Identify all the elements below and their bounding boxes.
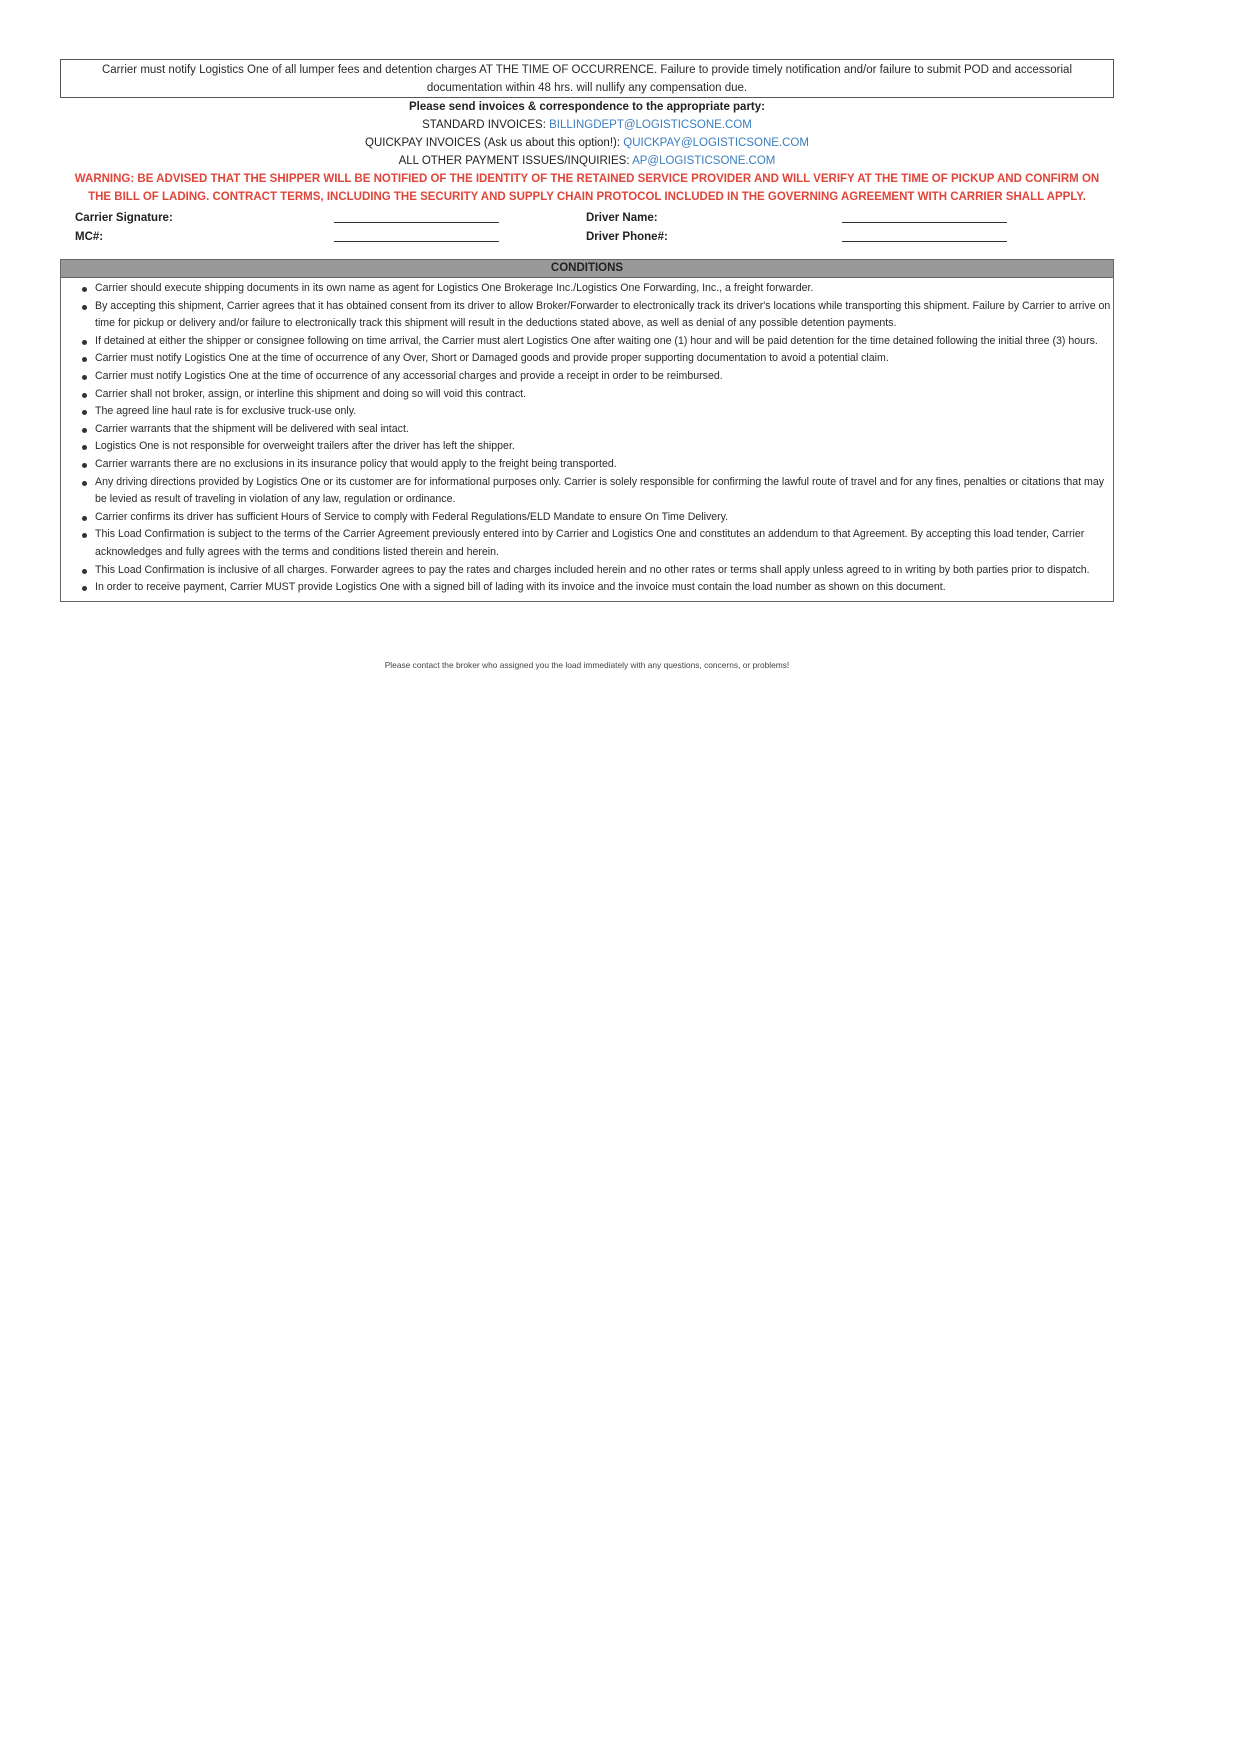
condition-item bbox=[61, 509, 1111, 527]
condition-text: Carrier confirms its driver has sufficient Hours of Service to comply with Federal Regulations/ELD Mandate to ensure On Time Delivery. bbox=[95, 510, 729, 523]
condition-item bbox=[61, 456, 1111, 474]
driver-phone-line[interactable] bbox=[842, 241, 1007, 242]
signature-row-2 bbox=[60, 228, 1114, 246]
bullet-icon bbox=[82, 516, 87, 521]
carrier-signature-label: Carrier Signature: bbox=[75, 212, 173, 224]
driver-name-line[interactable] bbox=[842, 222, 1007, 223]
driver-phone-label: Driver Phone#: bbox=[586, 231, 668, 243]
condition-text: Any driving directions provided by Logistics One or its customer are for informational purposes only. Carrier is solely responsible for confirming the lawful route of travel and for any fines, penalties or citations that may be levied as result of traveling in violation of any law, regulation or ordinance. bbox=[95, 475, 1105, 506]
load-confirmation-page bbox=[60, 59, 1114, 670]
standard-invoices-line bbox=[60, 116, 1114, 134]
condition-item bbox=[61, 350, 1111, 368]
bullet-icon bbox=[82, 340, 87, 345]
condition-text: If detained at either the shipper or consignee following on time arrival, the Carrier must alert Logistics One after waiting one (1) hour and will be paid detention for the time detained following the initial three (3) hours. bbox=[95, 334, 1098, 347]
bullet-icon bbox=[82, 428, 87, 433]
notice-text: Carrier must notify Logistics One of all lumper fees and detention charges AT THE TIME OF OCCURRENCE. Failure to provide timely notification and/or failure to submit POD and accessorial documentation within 48 hrs. will nullify any compensation due. bbox=[101, 64, 1073, 94]
condition-text: Carrier warrants that the shipment will be delivered with seal intact. bbox=[95, 422, 409, 435]
condition-item bbox=[61, 438, 1111, 456]
condition-item bbox=[61, 421, 1111, 439]
bullet-icon bbox=[82, 586, 87, 591]
carrier-signature-line[interactable] bbox=[334, 222, 499, 223]
notice-box bbox=[60, 59, 1114, 98]
driver-name-label: Driver Name: bbox=[586, 212, 658, 224]
condition-text: Carrier must notify Logistics One at the time of occurrence of any accessorial charges and provide a receipt in order to be reimbursed. bbox=[95, 369, 723, 382]
condition-item bbox=[61, 562, 1111, 580]
quickpay-invoices-line bbox=[60, 134, 1114, 152]
condition-item bbox=[61, 474, 1111, 509]
standard-invoices-label: STANDARD INVOICES: bbox=[422, 119, 550, 131]
bullet-icon bbox=[82, 569, 87, 574]
condition-text: Carrier must notify Logistics One at the time of occurrence of any Over, Short or Damaged goods and provide proper supporting documentation to avoid a potential claim. bbox=[95, 352, 889, 365]
condition-item bbox=[61, 298, 1111, 333]
condition-item bbox=[61, 579, 1111, 597]
conditions-box bbox=[60, 259, 1114, 602]
bullet-icon bbox=[82, 393, 87, 398]
conditions-list bbox=[61, 278, 1113, 601]
condition-item bbox=[61, 526, 1111, 561]
other-payment-issues-line bbox=[60, 152, 1114, 170]
condition-item bbox=[61, 386, 1111, 404]
bullet-icon bbox=[82, 481, 87, 486]
quickpay-invoices-label: QUICKPAY INVOICES (Ask us about this option!): bbox=[365, 137, 624, 149]
bullet-icon bbox=[82, 375, 87, 380]
condition-item bbox=[61, 333, 1111, 351]
footer-note: Please contact the broker who assigned you the load immediately with any questions, concerns, or problems! bbox=[384, 660, 790, 670]
bullet-icon bbox=[82, 357, 87, 362]
send-invoices-heading: Please send invoices & correspondence to the appropriate party: bbox=[409, 101, 765, 113]
bullet-icon bbox=[82, 533, 87, 538]
conditions-header: CONDITIONS bbox=[61, 260, 1113, 278]
bullet-icon bbox=[82, 305, 87, 310]
signature-block bbox=[60, 209, 1114, 249]
condition-text: Carrier shall not broker, assign, or interline this shipment and doing so will void this contract. bbox=[95, 387, 527, 400]
condition-text: In order to receive payment, Carrier MUST provide Logistics One with a signed bill of lading with its invoice and the invoice must contain the load number as shown on this document. bbox=[95, 581, 946, 594]
quickpay-invoices-email-link[interactable]: QUICKPAY@LOGISTICSONE.COM bbox=[623, 137, 809, 149]
bullet-icon bbox=[82, 445, 87, 450]
standard-invoices-email-link[interactable]: BILLINGDEPT@LOGISTICSONE.COM bbox=[549, 119, 752, 131]
shipper-warning: WARNING: BE ADVISED THAT THE SHIPPER WILL BE NOTIFIED OF THE IDENTITY OF THE RETAINED SERVICE PROVIDER AND WILL VERIFY AT THE TIME OF PICKUP AND CONFIRM ON THE BILL OF LADING. CONTRACT TERMS, INCLUDING THE SECURITY AND SUPPLY CHAIN PROTOCOL INCLUDED IN THE GOVERNING AGREEMENT WITH CARRIER SHALL APPLY. bbox=[74, 173, 1100, 203]
condition-text: By accepting this shipment, Carrier agrees that it has obtained consent from its driver to allow Broker/Forwarder to electronically track its driver's locations while transporting this shipment. Failure by Carrier to arrive on time for pickup or delivery and/or failure to electronically track this shipment will result in the deductions stated above, as well as denial of any possible detention payments. bbox=[95, 299, 1111, 330]
condition-text: This Load Confirmation is subject to the terms of the Carrier Agreement previously entered into by Carrier and Logistics One and constitutes an addendum to that Agreement. By accepting this load tender, Carrier acknowledges and fully agrees with the terms and conditions listed therein and herein. bbox=[95, 528, 1085, 558]
bullet-icon bbox=[82, 410, 87, 415]
condition-text: This Load Confirmation is inclusive of all charges. Forwarder agrees to pay the rates and charges included herein and no other rates or terms shall apply unless agreed to in writing by both parties prior to dispatch. bbox=[95, 563, 1090, 576]
mc-number-line[interactable] bbox=[334, 241, 499, 242]
condition-item bbox=[61, 403, 1111, 421]
bullet-icon bbox=[82, 287, 87, 292]
condition-text: Carrier should execute shipping documents in its own name as agent for Logistics One Brokerage Inc./Logistics One Forwarding, Inc., a freight forwarder. bbox=[95, 282, 814, 294]
condition-text: Logistics One is not responsible for overweight trailers after the driver has left the shipper. bbox=[95, 440, 515, 453]
condition-text: The agreed line haul rate is for exclusive truck-use only. bbox=[95, 405, 357, 418]
bullet-icon bbox=[82, 463, 87, 468]
other-payment-issues-email-link[interactable]: AP@LOGISTICSONE.COM bbox=[632, 155, 776, 167]
condition-text: Carrier warrants there are no exclusions in its insurance policy that would apply to the freight being transported. bbox=[95, 457, 617, 470]
condition-item bbox=[61, 368, 1111, 386]
other-payment-issues-label: ALL OTHER PAYMENT ISSUES/INQUIRIES: bbox=[398, 155, 633, 167]
condition-item bbox=[61, 280, 1111, 298]
mc-number-label: MC#: bbox=[75, 231, 104, 243]
signature-row-1 bbox=[60, 209, 1114, 227]
